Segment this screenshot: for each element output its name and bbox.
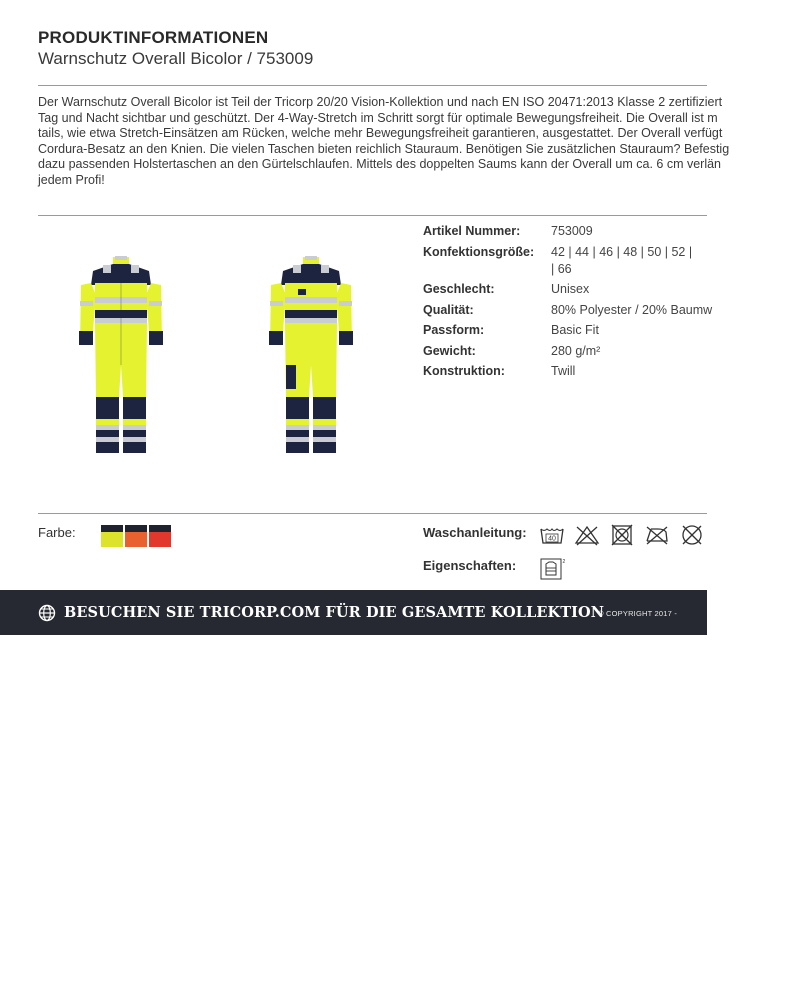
spec-table — [423, 223, 713, 384]
spec-value: 280 g/m² — [551, 343, 601, 358]
overall-front-image — [76, 255, 166, 460]
spec-label: Gewicht: — [423, 343, 476, 358]
color-swatch-fluor-yellow[interactable] — [101, 525, 123, 547]
en-iso-20471-icon — [539, 556, 565, 582]
spec-row-sizes — [423, 244, 713, 278]
spec-row-construction — [423, 363, 713, 380]
spec-label: Konfektionsgröße: — [423, 244, 535, 259]
spec-value: 80% Polyester / 20% Baumw — [551, 302, 713, 317]
wash-label: Waschanleitung: — [423, 525, 527, 540]
copyright-text: © COPYRIGHT 2017 - — [598, 609, 678, 618]
no-tumble-dry-icon — [609, 523, 635, 547]
spec-label: Konstruktion: — [423, 364, 505, 378]
divider — [38, 85, 707, 86]
no-dry-clean-icon — [679, 523, 705, 547]
description-line: Der Warnschutz Overall Bicolor ist Teil der Tricorp 20/20 Vision-Kollektion und nach EN ISO 20471:2013 Klasse 2 zertifiziert — [38, 95, 723, 109]
description-line: Cordura-Besatz an den Knien. Die vielen Taschen bieten reichlich Stauraum. Benötigen Sie zusätzlichen Stauraum? Befestig — [38, 141, 730, 156]
divider — [38, 215, 707, 216]
spec-value: Unisex — [551, 282, 590, 296]
color-swatches — [101, 525, 171, 547]
page-header — [38, 28, 707, 70]
divider — [38, 513, 707, 514]
description-line: tails, wie etwa Stretch-Einsätzen am Rücken, welche mehr Bewegungsfreiheit garantieren, ausgestattet. Der Overall verfügt — [38, 126, 723, 141]
spec-row-article — [423, 223, 713, 240]
spec-row-weight — [423, 343, 713, 360]
wash-icons — [539, 523, 705, 547]
spec-value — [551, 244, 711, 278]
color-swatch-fluor-orange[interactable] — [125, 525, 147, 547]
product-subtitle: Warnschutz Overall Bicolor / 753009 — [38, 49, 314, 68]
wash-40-icon — [539, 523, 565, 547]
description-line: dazu passenden Holstertaschen an den Gürtelschlaufen. Mittels des doppelten Saums kann der Overall um ca. 6 cm verlän — [38, 157, 722, 172]
overall-back-image — [266, 255, 356, 460]
no-bleach-icon — [574, 523, 600, 547]
spec-row-fit — [423, 322, 713, 339]
properties-label: Eigenschaften: — [423, 558, 517, 573]
spec-row-quality — [423, 302, 713, 319]
description-line: Tag und Nacht sichtbar und geschützt. Der 4-Way-Stretch im Schritt sorgt für optimale Bewegungsfreiheit. Die Overall ist m — [38, 110, 718, 125]
spec-label: Geschlecht: — [423, 282, 495, 296]
description-line: jedem Profi! — [38, 172, 105, 187]
spec-value: 753009 — [551, 224, 593, 238]
size-list: 42 | 44 | 46 | 48 | 50 | 52 | — [551, 244, 693, 259]
spec-label: Artikel Nummer: — [423, 224, 521, 238]
globe-icon — [38, 604, 56, 622]
website-link[interactable]: BESUCHEN SIE TRICORP.COM FÜR DIE GESAMTE KOLLEKTION — [64, 604, 605, 621]
spec-label: Passform: — [423, 323, 485, 337]
size-list-continued: | 66 — [551, 261, 572, 276]
svg-text:2: 2 — [562, 559, 566, 565]
product-description — [38, 95, 798, 189]
wash-temperature: 40 — [548, 535, 556, 543]
spec-row-gender — [423, 281, 713, 298]
spec-label: Qualität: — [423, 302, 474, 317]
product-images — [38, 235, 398, 475]
spec-value: Twill — [551, 364, 576, 378]
spec-value: Basic Fit — [551, 323, 599, 337]
no-iron-icon — [644, 523, 670, 547]
color-label: Farbe: — [38, 525, 76, 540]
color-swatch-fluor-red[interactable] — [149, 525, 171, 547]
page-title: PRODUKTINFORMATIONEN — [38, 28, 269, 47]
footer-banner — [0, 590, 707, 635]
